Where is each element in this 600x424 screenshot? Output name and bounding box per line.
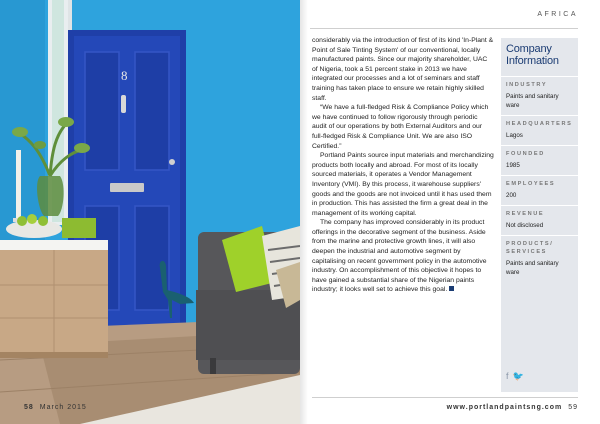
- info-value: Lagos: [506, 132, 523, 139]
- section-label: AFRICA: [537, 11, 578, 18]
- glass-vase: [37, 176, 64, 216]
- article-body: [312, 36, 494, 295]
- info-value: 1985: [506, 162, 520, 169]
- info-value: Not disclosed: [506, 222, 544, 229]
- info-industry: [501, 76, 578, 115]
- letter-slot: [110, 183, 144, 192]
- door-number: 8: [121, 68, 128, 83]
- page-number-left: 58: [24, 404, 34, 411]
- article-paragraph: “We have a full-fledged Risk & Compliance Policy which we have continued to follow rigorously through periodic audit of our operations by both External Auditors and our full-fledged Risk & Compliance Unit. We are also ISO Certified.”: [312, 104, 489, 150]
- door-knocker: [121, 95, 126, 113]
- info-label: FOUNDED: [506, 151, 545, 157]
- info-label: PRODUCTS/ SERVICES: [506, 241, 554, 255]
- company-info-box: [501, 38, 578, 392]
- article-paragraph-last: The company has improved considerably in its product offerings in the decorative segment of the business. Aside from the marine and protective growth lines, it will also deepen the industrial and automotive segment by capitalising on recent government policy in the automotive industry. On accomplishment of this objective it hopes to have gained a substantial share of the Nigerian paints industry; it looks well set to achieve this goal.: [312, 219, 487, 294]
- sideboard-top: [0, 240, 108, 250]
- social-icons: [506, 371, 528, 382]
- info-value: Paints and sanitary ware: [506, 93, 559, 109]
- info-value: 200: [506, 192, 517, 199]
- company-website-link[interactable]: www.portlandpaintsng.com: [446, 404, 563, 411]
- facebook-icon[interactable]: f: [506, 371, 509, 381]
- info-label: HEADQUARTERS: [506, 121, 573, 127]
- info-products-services: [501, 235, 578, 282]
- door-panel-top-left: [85, 52, 119, 170]
- info-headquarters: [501, 115, 578, 145]
- candle: [16, 150, 21, 220]
- info-label: REVENUE: [506, 211, 545, 217]
- info-label: INDUSTRY: [506, 82, 548, 88]
- footer-rule: [312, 397, 578, 398]
- footer-right: [447, 404, 578, 411]
- door-panel-bottom-right: [135, 206, 169, 310]
- green-box: [62, 218, 96, 238]
- footer-left: [24, 404, 87, 411]
- door-knob: [169, 159, 175, 165]
- info-value: Paints and sanitary ware: [506, 260, 559, 276]
- article-paragraph: considerably via the introduction of first of its kind 'In-Plant & Point of Sale Tinting System' of our conventional, locally manufactured paints. Since our majority shareholder, UAC of Nigeria, took a 51 percent stake in 2013 we have integrated our processes and a lot of seminars and staff training has taken place to ensure we retain highly skilled staff.: [312, 37, 494, 102]
- info-revenue: [501, 205, 578, 235]
- article-paragraph: Portland Paints source input materials and merchandizing products both locally and abroad. For most of its locally sourced materials, it operates a Vendor Management Inventory (VMI). By this process, it warehouse suppliers' goods and the goods are not invoiced until it has used them in production. This has assisted the firm a great deal in the management of its working capital.: [312, 152, 494, 217]
- header-rule: [310, 28, 578, 29]
- end-of-article-mark: [449, 286, 454, 291]
- twitter-icon[interactable]: 🐦: [512, 371, 524, 381]
- info-founded: [501, 145, 578, 175]
- page-number-right: 59: [568, 404, 578, 411]
- issue-date: March 2015: [39, 404, 87, 411]
- info-label: EMPLOYEES: [506, 181, 556, 187]
- info-employees: [501, 175, 578, 205]
- door-panel-top-right: [135, 52, 169, 170]
- company-info-title: Company Information: [506, 43, 559, 67]
